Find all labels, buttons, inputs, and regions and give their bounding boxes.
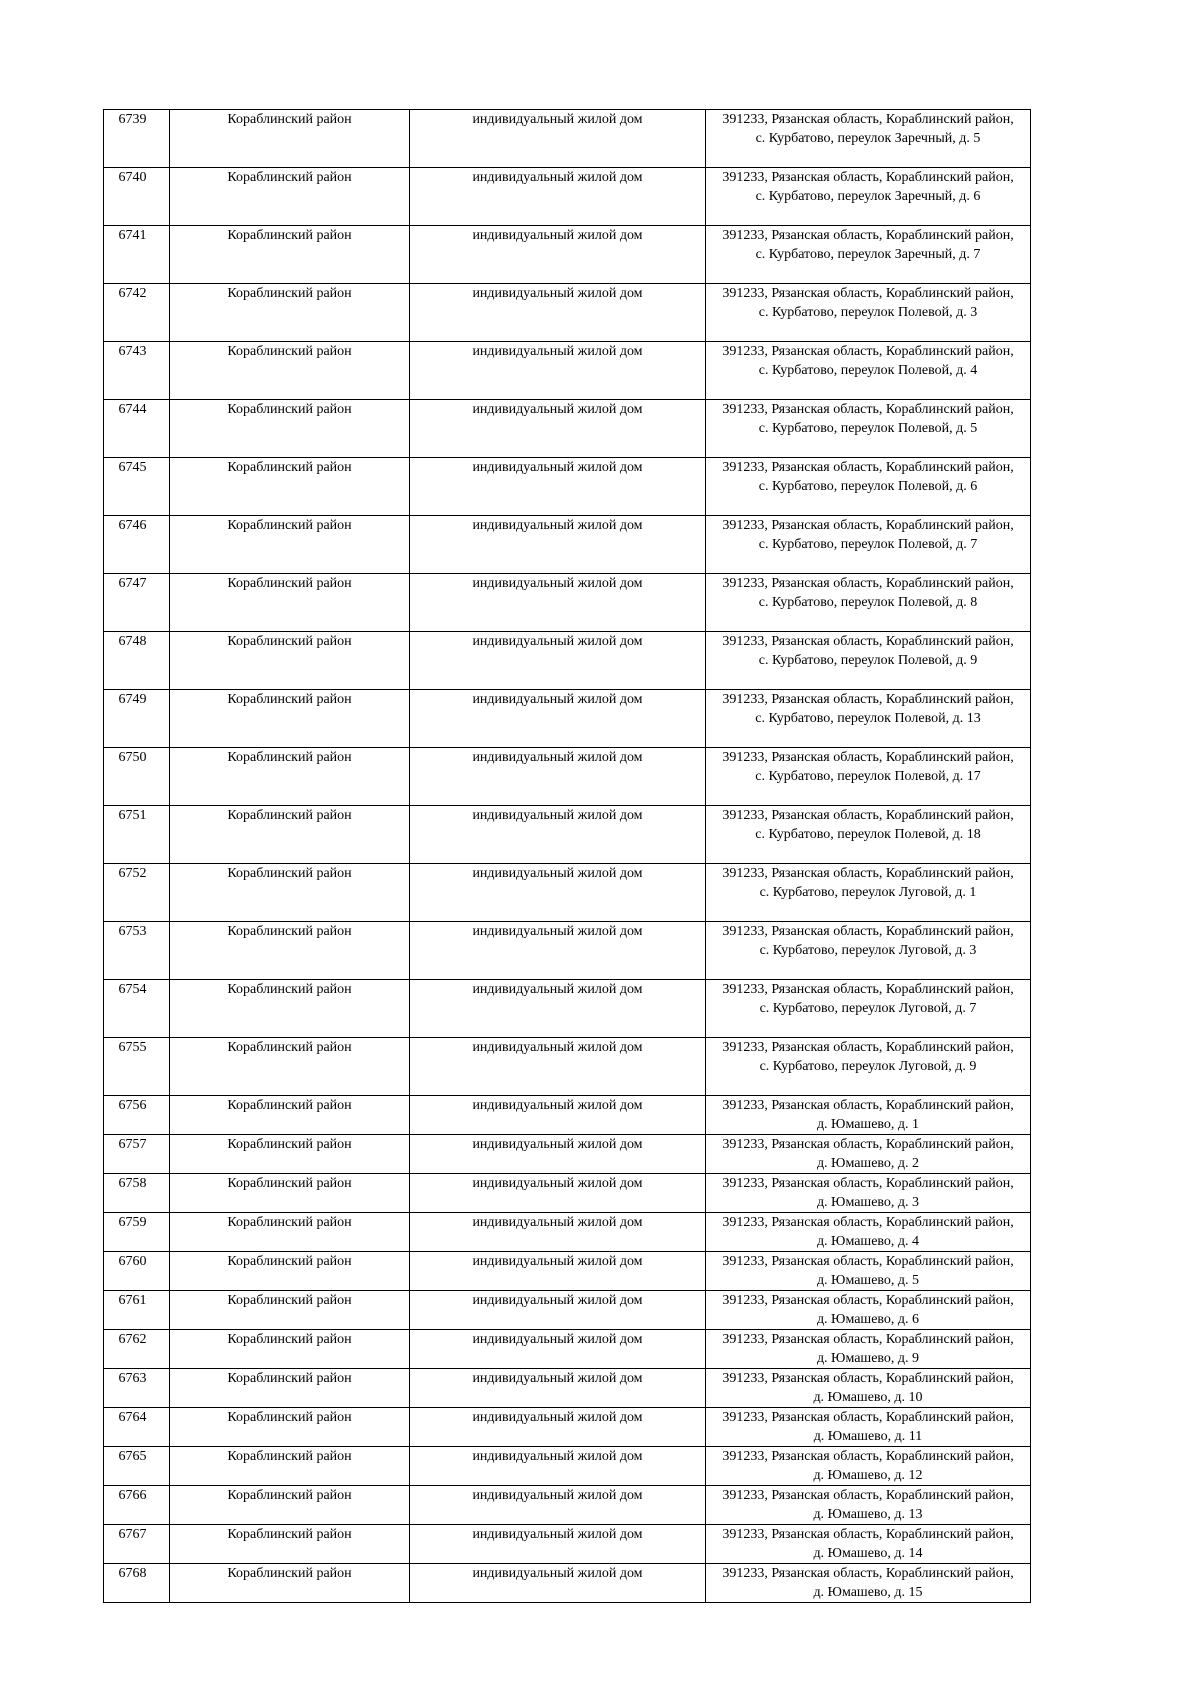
object-type-cell: индивидуальный жилой дом — [410, 458, 706, 516]
address-line-region: 391233, Рязанская область, Кораблинский район, — [722, 170, 1014, 185]
address-line-locality: д. Юмашево, д. 4 — [816, 1234, 920, 1249]
district-cell: Кораблинский район — [170, 574, 410, 632]
object-type-cell: индивидуальный жилой дом — [410, 690, 706, 748]
address-line-region: 391233, Рязанская область, Кораблинский район, — [722, 1332, 1014, 1347]
district-cell: Кораблинский район — [170, 1486, 410, 1525]
row-number-cell: 6744 — [104, 400, 170, 458]
address-line-region: 391233, Рязанская область, Кораблинский район, — [722, 1137, 1014, 1152]
object-type-cell: индивидуальный жилой дом — [410, 400, 706, 458]
address-line-locality: д. Юмашево, д. 3 — [816, 1195, 920, 1210]
address-line-region: 391233, Рязанская область, Кораблинский район, — [722, 228, 1014, 243]
district-cell: Кораблинский район — [170, 980, 410, 1038]
address-line-locality: с. Курбатово, переулок Полевой, д. 18 — [755, 827, 981, 842]
address-cell — [706, 1525, 1031, 1564]
address-cell — [706, 1096, 1031, 1135]
address-cell — [706, 1213, 1031, 1252]
row-number-cell: 6743 — [104, 342, 170, 400]
address-line-region: 391233, Рязанская область, Кораблинский район, — [722, 924, 1014, 939]
table-row — [104, 1564, 1031, 1603]
table-row — [104, 1525, 1031, 1564]
address-line-locality: с. Курбатово, переулок Заречный, д. 6 — [755, 189, 981, 204]
address-cell — [706, 1291, 1031, 1330]
district-cell: Кораблинский район — [170, 516, 410, 574]
district-cell: Кораблинский район — [170, 922, 410, 980]
address-line-region: 391233, Рязанская область, Кораблинский район, — [722, 286, 1014, 301]
address-cell — [706, 1135, 1031, 1174]
address-line-region: 391233, Рязанская область, Кораблинский район, — [722, 750, 1014, 765]
register-table-body — [104, 110, 1031, 1603]
address-line-locality: д. Юмашево, д. 13 — [813, 1507, 923, 1522]
row-number-cell: 6741 — [104, 226, 170, 284]
district-cell: Кораблинский район — [170, 1564, 410, 1603]
address-line-locality: с. Курбатово, переулок Полевой, д. 6 — [758, 479, 978, 494]
district-cell: Кораблинский район — [170, 864, 410, 922]
address-line-region: 391233, Рязанская область, Кораблинский район, — [722, 1527, 1014, 1542]
row-number-cell: 6745 — [104, 458, 170, 516]
object-type-cell: индивидуальный жилой дом — [410, 806, 706, 864]
district-cell: Кораблинский район — [170, 748, 410, 806]
table-row — [104, 632, 1031, 690]
object-type-cell: индивидуальный жилой дом — [410, 516, 706, 574]
address-line-region: 391233, Рязанская область, Кораблинский район, — [722, 344, 1014, 359]
row-number-cell: 6763 — [104, 1369, 170, 1408]
table-row — [104, 1174, 1031, 1213]
address-line-region: 391233, Рязанская область, Кораблинский район, — [722, 1293, 1014, 1308]
address-line-locality: д. Юмашево, д. 1 — [816, 1117, 920, 1132]
object-type-cell: индивидуальный жилой дом — [410, 1408, 706, 1447]
district-cell: Кораблинский район — [170, 226, 410, 284]
object-type-cell: индивидуальный жилой дом — [410, 1447, 706, 1486]
address-line-locality: с. Курбатово, переулок Заречный, д. 7 — [755, 247, 981, 262]
object-type-cell: индивидуальный жилой дом — [410, 574, 706, 632]
row-number-cell: 6750 — [104, 748, 170, 806]
table-row — [104, 342, 1031, 400]
object-type-cell: индивидуальный жилой дом — [410, 922, 706, 980]
district-cell: Кораблинский район — [170, 284, 410, 342]
object-type-cell: индивидуальный жилой дом — [410, 1038, 706, 1096]
address-cell — [706, 1447, 1031, 1486]
district-cell: Кораблинский район — [170, 1252, 410, 1291]
address-line-locality: с. Курбатово, переулок Полевой, д. 17 — [755, 769, 981, 784]
table-row — [104, 1369, 1031, 1408]
table-row — [104, 864, 1031, 922]
address-line-locality: с. Курбатово, переулок Полевой, д. 13 — [755, 711, 981, 726]
table-row — [104, 284, 1031, 342]
address-line-region: 391233, Рязанская область, Кораблинский район, — [722, 460, 1014, 475]
row-number-cell: 6758 — [104, 1174, 170, 1213]
row-number-cell: 6754 — [104, 980, 170, 1038]
row-number-cell: 6761 — [104, 1291, 170, 1330]
address-cell — [706, 748, 1031, 806]
object-type-cell: индивидуальный жилой дом — [410, 748, 706, 806]
district-cell: Кораблинский район — [170, 1135, 410, 1174]
address-line-locality: с. Курбатово, переулок Полевой, д. 5 — [758, 421, 978, 436]
district-cell: Кораблинский район — [170, 806, 410, 864]
address-cell — [706, 864, 1031, 922]
row-number-cell: 6760 — [104, 1252, 170, 1291]
row-number-cell: 6766 — [104, 1486, 170, 1525]
object-type-cell: индивидуальный жилой дом — [410, 1564, 706, 1603]
address-line-region: 391233, Рязанская область, Кораблинский район, — [722, 1176, 1014, 1191]
address-cell — [706, 980, 1031, 1038]
address-cell — [706, 632, 1031, 690]
district-cell: Кораблинский район — [170, 632, 410, 690]
table-row — [104, 806, 1031, 864]
table-row — [104, 1096, 1031, 1135]
object-type-cell: индивидуальный жилой дом — [410, 1486, 706, 1525]
row-number-cell: 6759 — [104, 1213, 170, 1252]
district-cell: Кораблинский район — [170, 110, 410, 168]
address-line-region: 391233, Рязанская область, Кораблинский район, — [722, 982, 1014, 997]
table-row — [104, 1213, 1031, 1252]
address-cell — [706, 1252, 1031, 1291]
address-line-region: 391233, Рязанская область, Кораблинский район, — [722, 1254, 1014, 1269]
object-type-cell: индивидуальный жилой дом — [410, 168, 706, 226]
address-line-locality: д. Юмашево, д. 10 — [813, 1390, 923, 1405]
address-line-region: 391233, Рязанская область, Кораблинский район, — [722, 402, 1014, 417]
row-number-cell: 6756 — [104, 1096, 170, 1135]
district-cell: Кораблинский район — [170, 342, 410, 400]
district-cell: Кораблинский район — [170, 1369, 410, 1408]
address-line-region: 391233, Рязанская область, Кораблинский район, — [722, 518, 1014, 533]
address-line-locality: д. Юмашево, д. 15 — [813, 1585, 923, 1600]
table-row — [104, 690, 1031, 748]
address-line-region: 391233, Рязанская область, Кораблинский район, — [722, 576, 1014, 591]
address-line-region: 391233, Рязанская область, Кораблинский район, — [722, 1449, 1014, 1464]
district-cell: Кораблинский район — [170, 1525, 410, 1564]
address-cell — [706, 922, 1031, 980]
table-row — [104, 1038, 1031, 1096]
object-type-cell: индивидуальный жилой дом — [410, 1213, 706, 1252]
object-type-cell: индивидуальный жилой дом — [410, 284, 706, 342]
object-type-cell: индивидуальный жилой дом — [410, 1291, 706, 1330]
object-type-cell: индивидуальный жилой дом — [410, 1525, 706, 1564]
row-number-cell: 6749 — [104, 690, 170, 748]
district-cell: Кораблинский район — [170, 1291, 410, 1330]
object-type-cell: индивидуальный жилой дом — [410, 1096, 706, 1135]
row-number-cell: 6767 — [104, 1525, 170, 1564]
table-row — [104, 400, 1031, 458]
row-number-cell: 6751 — [104, 806, 170, 864]
object-type-cell: индивидуальный жилой дом — [410, 1252, 706, 1291]
address-line-locality: д. Юмашево, д. 6 — [816, 1312, 920, 1327]
table-row — [104, 458, 1031, 516]
register-table — [103, 109, 1031, 1603]
object-type-cell: индивидуальный жилой дом — [410, 1330, 706, 1369]
row-number-cell: 6739 — [104, 110, 170, 168]
address-cell — [706, 400, 1031, 458]
address-cell — [706, 1408, 1031, 1447]
object-type-cell: индивидуальный жилой дом — [410, 864, 706, 922]
object-type-cell: индивидуальный жилой дом — [410, 226, 706, 284]
table-row — [104, 1447, 1031, 1486]
address-line-region: 391233, Рязанская область, Кораблинский район, — [722, 1371, 1014, 1386]
address-cell — [706, 574, 1031, 632]
row-number-cell: 6768 — [104, 1564, 170, 1603]
object-type-cell: индивидуальный жилой дом — [410, 980, 706, 1038]
row-number-cell: 6748 — [104, 632, 170, 690]
address-line-region: 391233, Рязанская область, Кораблинский район, — [722, 808, 1014, 823]
table-row — [104, 1486, 1031, 1525]
address-line-locality: д. Юмашево, д. 14 — [813, 1546, 923, 1561]
table-row — [104, 1252, 1031, 1291]
address-line-locality: с. Курбатово, переулок Полевой, д. 4 — [758, 363, 978, 378]
row-number-cell: 6765 — [104, 1447, 170, 1486]
address-line-locality: с. Курбатово, переулок Луговой, д. 7 — [759, 1001, 977, 1016]
table-row — [104, 226, 1031, 284]
district-cell: Кораблинский район — [170, 1174, 410, 1213]
address-cell — [706, 458, 1031, 516]
table-row — [104, 1291, 1031, 1330]
address-line-region: 391233, Рязанская область, Кораблинский район, — [722, 692, 1014, 707]
address-line-locality: д. Юмашево, д. 2 — [816, 1156, 920, 1171]
address-cell — [706, 1369, 1031, 1408]
address-cell — [706, 806, 1031, 864]
row-number-cell: 6740 — [104, 168, 170, 226]
object-type-cell: индивидуальный жилой дом — [410, 632, 706, 690]
table-row — [104, 980, 1031, 1038]
address-line-locality: с. Курбатово, переулок Полевой, д. 7 — [758, 537, 978, 552]
row-number-cell: 6762 — [104, 1330, 170, 1369]
address-line-locality: д. Юмашево, д. 9 — [816, 1351, 920, 1366]
address-cell — [706, 1174, 1031, 1213]
address-line-region: 391233, Рязанская область, Кораблинский район, — [722, 1488, 1014, 1503]
table-row — [104, 516, 1031, 574]
address-line-region: 391233, Рязанская область, Кораблинский район, — [722, 866, 1014, 881]
address-cell — [706, 516, 1031, 574]
table-row — [104, 110, 1031, 168]
address-cell — [706, 110, 1031, 168]
address-line-locality: с. Курбатово, переулок Полевой, д. 9 — [758, 653, 978, 668]
object-type-cell: индивидуальный жилой дом — [410, 1369, 706, 1408]
object-type-cell: индивидуальный жилой дом — [410, 1174, 706, 1213]
address-line-locality: с. Курбатово, переулок Заречный, д. 5 — [755, 131, 981, 146]
row-number-cell: 6755 — [104, 1038, 170, 1096]
table-row — [104, 168, 1031, 226]
row-number-cell: 6747 — [104, 574, 170, 632]
address-line-locality: д. Юмашево, д. 11 — [813, 1429, 923, 1444]
address-line-locality: д. Юмашево, д. 5 — [816, 1273, 920, 1288]
district-cell: Кораблинский район — [170, 1408, 410, 1447]
address-cell — [706, 168, 1031, 226]
row-number-cell: 6764 — [104, 1408, 170, 1447]
district-cell: Кораблинский район — [170, 1447, 410, 1486]
district-cell: Кораблинский район — [170, 1096, 410, 1135]
table-row — [104, 1330, 1031, 1369]
object-type-cell: индивидуальный жилой дом — [410, 1135, 706, 1174]
district-cell: Кораблинский район — [170, 1213, 410, 1252]
address-line-region: 391233, Рязанская область, Кораблинский район, — [722, 1215, 1014, 1230]
address-cell — [706, 1330, 1031, 1369]
address-line-locality: с. Курбатово, переулок Полевой, д. 8 — [758, 595, 978, 610]
address-line-region: 391233, Рязанская область, Кораблинский район, — [722, 1410, 1014, 1425]
district-cell: Кораблинский район — [170, 168, 410, 226]
address-cell — [706, 284, 1031, 342]
table-row — [104, 748, 1031, 806]
address-line-locality: с. Курбатово, переулок Луговой, д. 9 — [759, 1059, 977, 1074]
object-type-cell: индивидуальный жилой дом — [410, 110, 706, 168]
table-row — [104, 574, 1031, 632]
row-number-cell: 6757 — [104, 1135, 170, 1174]
district-cell: Кораблинский район — [170, 1330, 410, 1369]
address-cell — [706, 1038, 1031, 1096]
district-cell: Кораблинский район — [170, 1038, 410, 1096]
address-cell — [706, 1564, 1031, 1603]
district-cell: Кораблинский район — [170, 400, 410, 458]
object-type-cell: индивидуальный жилой дом — [410, 342, 706, 400]
district-cell: Кораблинский район — [170, 458, 410, 516]
table-row — [104, 922, 1031, 980]
address-line-region: 391233, Рязанская область, Кораблинский район, — [722, 634, 1014, 649]
table-row — [104, 1408, 1031, 1447]
address-cell — [706, 226, 1031, 284]
row-number-cell: 6746 — [104, 516, 170, 574]
address-line-region: 391233, Рязанская область, Кораблинский район, — [722, 1040, 1014, 1055]
row-number-cell: 6742 — [104, 284, 170, 342]
address-line-region: 391233, Рязанская область, Кораблинский район, — [722, 1566, 1014, 1581]
address-line-locality: с. Курбатово, переулок Луговой, д. 1 — [759, 885, 977, 900]
address-cell — [706, 342, 1031, 400]
table-row — [104, 1135, 1031, 1174]
row-number-cell: 6753 — [104, 922, 170, 980]
address-line-region: 391233, Рязанская область, Кораблинский район, — [722, 112, 1014, 127]
address-cell — [706, 1486, 1031, 1525]
address-cell — [706, 690, 1031, 748]
address-line-region: 391233, Рязанская область, Кораблинский район, — [722, 1098, 1014, 1113]
district-cell: Кораблинский район — [170, 690, 410, 748]
address-line-locality: с. Курбатово, переулок Полевой, д. 3 — [758, 305, 978, 320]
row-number-cell: 6752 — [104, 864, 170, 922]
address-line-locality: д. Юмашево, д. 12 — [813, 1468, 923, 1483]
address-line-locality: с. Курбатово, переулок Луговой, д. 3 — [759, 943, 977, 958]
